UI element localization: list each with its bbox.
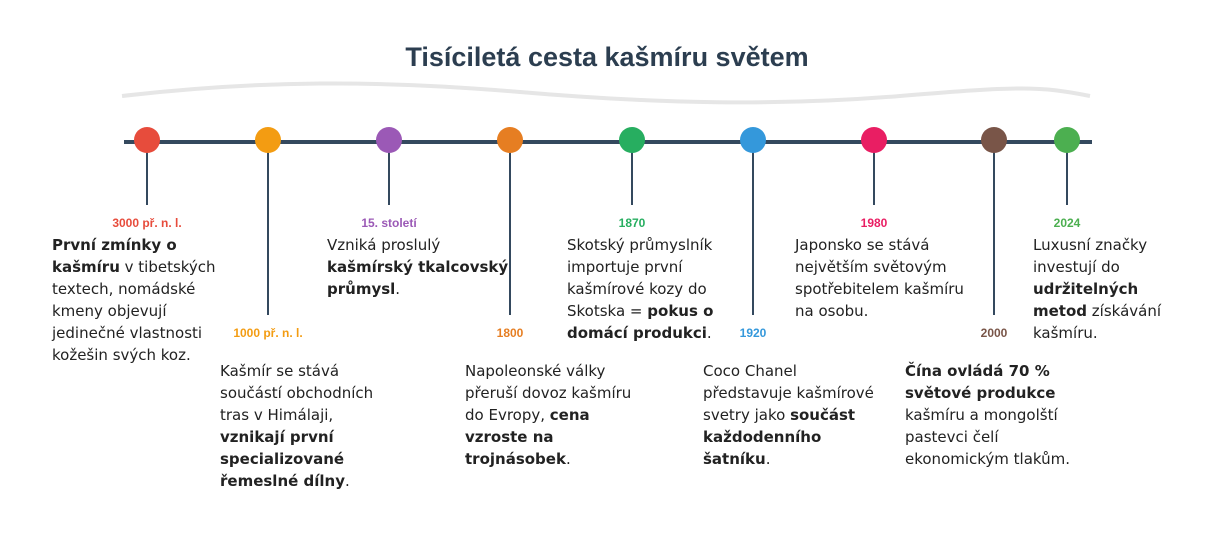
event-description-text: Luxusní značky investují do bbox=[1033, 236, 1148, 276]
event-description-text: v tibetských textech, nomádské kmeny objevují jedinečné vlastnosti kožešin svých koz. bbox=[52, 258, 216, 364]
event-year: 1800 bbox=[496, 326, 524, 340]
event-description-bold: vznikají první specializované řemeslné dílny bbox=[220, 428, 345, 490]
timeline-stem bbox=[509, 142, 511, 315]
event-year: 3000 př. n. l. bbox=[112, 216, 182, 230]
timeline-marker bbox=[740, 127, 766, 153]
event-description-text: kašmíru a mongolští pastevci čelí ekonomickým tlakům. bbox=[905, 406, 1071, 468]
event-description-bold: udržitelných metod bbox=[1033, 280, 1139, 320]
timeline-marker bbox=[861, 127, 887, 153]
event-description-text: získávání kašmíru. bbox=[1033, 302, 1162, 342]
event-description-text: . bbox=[565, 450, 571, 468]
timeline-stem bbox=[267, 142, 269, 315]
event-description bbox=[1033, 234, 1173, 344]
timeline-marker bbox=[376, 127, 402, 153]
event-description-text: Japonsko se stává největším světovým spotřebitelem kašmíru na osobu. bbox=[795, 236, 964, 320]
event-description-bold: součást každodenního šatníku bbox=[703, 406, 856, 468]
timeline-marker bbox=[134, 127, 160, 153]
event-description bbox=[905, 360, 1085, 470]
event-description-text: Napoleonské války přeruší dovoz kašmíru do Evropy, bbox=[465, 362, 632, 424]
event-description-bold: kašmírský tkalcovský průmysl bbox=[327, 258, 509, 298]
event-year: 15. století bbox=[361, 216, 417, 230]
event-description-text: Skotský průmyslník importuje první kašmírové kozy do Skotska = bbox=[567, 236, 713, 320]
timeline-stem bbox=[993, 142, 995, 315]
event-description-bold: cena vzroste na trojnásobek bbox=[465, 406, 590, 468]
event-description bbox=[327, 234, 512, 300]
event-description-bold: pokus o domácí produkci bbox=[567, 302, 714, 342]
event-year: 1920 bbox=[739, 326, 767, 340]
event-description bbox=[465, 360, 645, 470]
event-year: 1000 př. n. l. bbox=[233, 326, 303, 340]
event-description-text: . bbox=[706, 324, 712, 342]
event-description-text: Vzniká proslulý bbox=[327, 236, 441, 254]
event-description-text: Coco Chanel představuje kašmírové svetry jako bbox=[703, 362, 874, 424]
event-description-bold: Čína ovládá 70 % světové produkce bbox=[905, 362, 1056, 402]
event-description-text: . bbox=[765, 450, 771, 468]
timeline-marker bbox=[619, 127, 645, 153]
event-description bbox=[52, 234, 217, 366]
event-year: 2000 bbox=[980, 326, 1008, 340]
timeline-marker bbox=[1054, 127, 1080, 153]
page-title: Tisíciletá cesta kašmíru světem bbox=[405, 42, 809, 72]
event-description bbox=[703, 360, 883, 470]
event-year: 1870 bbox=[618, 216, 646, 230]
timeline-marker bbox=[255, 127, 281, 153]
event-description bbox=[220, 360, 385, 492]
timeline-marker bbox=[981, 127, 1007, 153]
timeline-stem bbox=[752, 142, 754, 315]
timeline-marker bbox=[497, 127, 523, 153]
event-year: 2024 bbox=[1053, 216, 1081, 230]
event-year: 1980 bbox=[860, 216, 888, 230]
event-description-bold: První zmínky o kašmíru bbox=[52, 236, 177, 276]
event-description-text: . bbox=[395, 280, 401, 298]
event-description-text: Kašmír se stává součástí obchodních tras v Himálaji, bbox=[220, 362, 374, 424]
event-description bbox=[795, 234, 980, 322]
event-description-text: . bbox=[345, 472, 350, 490]
